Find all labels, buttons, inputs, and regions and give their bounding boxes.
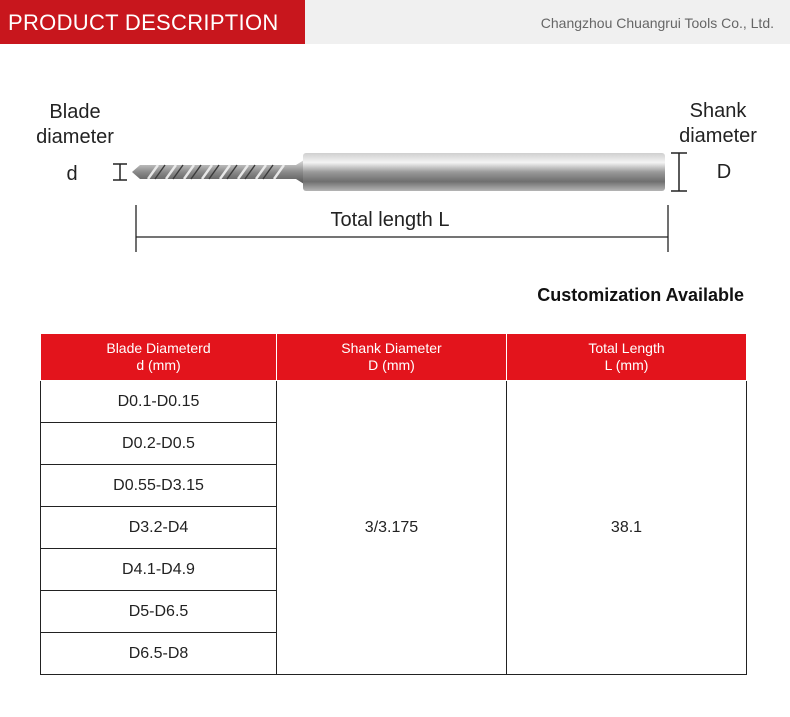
header-total-length [507,334,747,381]
blade-diameter-cell: D0.55-D3.15 [41,465,277,507]
header-bar [0,0,790,44]
blade-diameter-cell: D3.2-D4 [41,507,277,549]
header-shank-line1: Shank Diameter [341,340,442,356]
total-length-cell: 38.1 [507,381,747,675]
shank-label-line2: diameter [679,125,757,147]
blade-symbol: d [66,163,78,185]
spec-table [40,333,747,675]
blade-label-line1: Blade [49,101,101,123]
blade-diameter-cell: D4.1-D4.9 [41,549,277,591]
header-shank-line2: D (mm) [368,357,415,373]
shank-dimension-bracket [671,153,687,191]
header-blade-line1: Blade Diameterd [106,340,211,356]
blade-diameter-cell: D0.2-D0.5 [41,423,277,465]
page-title: PRODUCT DESCRIPTION [0,0,305,44]
total-length-label: Total length L [330,209,450,231]
table-header-row [41,334,747,381]
header-shank-diameter [277,334,507,381]
drill-blade [132,160,304,184]
blade-label-line2: diameter [36,126,114,148]
drill-bit-diagram [0,140,790,260]
blade-diameter-cell: D5-D6.5 [41,591,277,633]
header-blade-line2: d (mm) [136,357,181,373]
header-length-line1: Total Length [588,340,665,356]
blade-dimension-bracket [113,164,127,180]
customization-note: Customization Available [537,285,744,305]
header-length-line2: L (mm) [604,357,649,373]
blade-diameter-cell: D6.5-D8 [41,633,277,675]
header-blade-diameter [41,334,277,381]
drill-shank [303,153,665,191]
shank-label-line1: Shank [689,100,747,122]
shank-symbol: D [716,161,732,183]
company-name: Changzhou Chuangrui Tools Co., Ltd. [540,15,774,31]
blade-diameter-cell: D0.1-D0.15 [41,381,277,423]
table-row [41,381,747,423]
shank-diameter-cell: 3/3.175 [277,381,507,675]
